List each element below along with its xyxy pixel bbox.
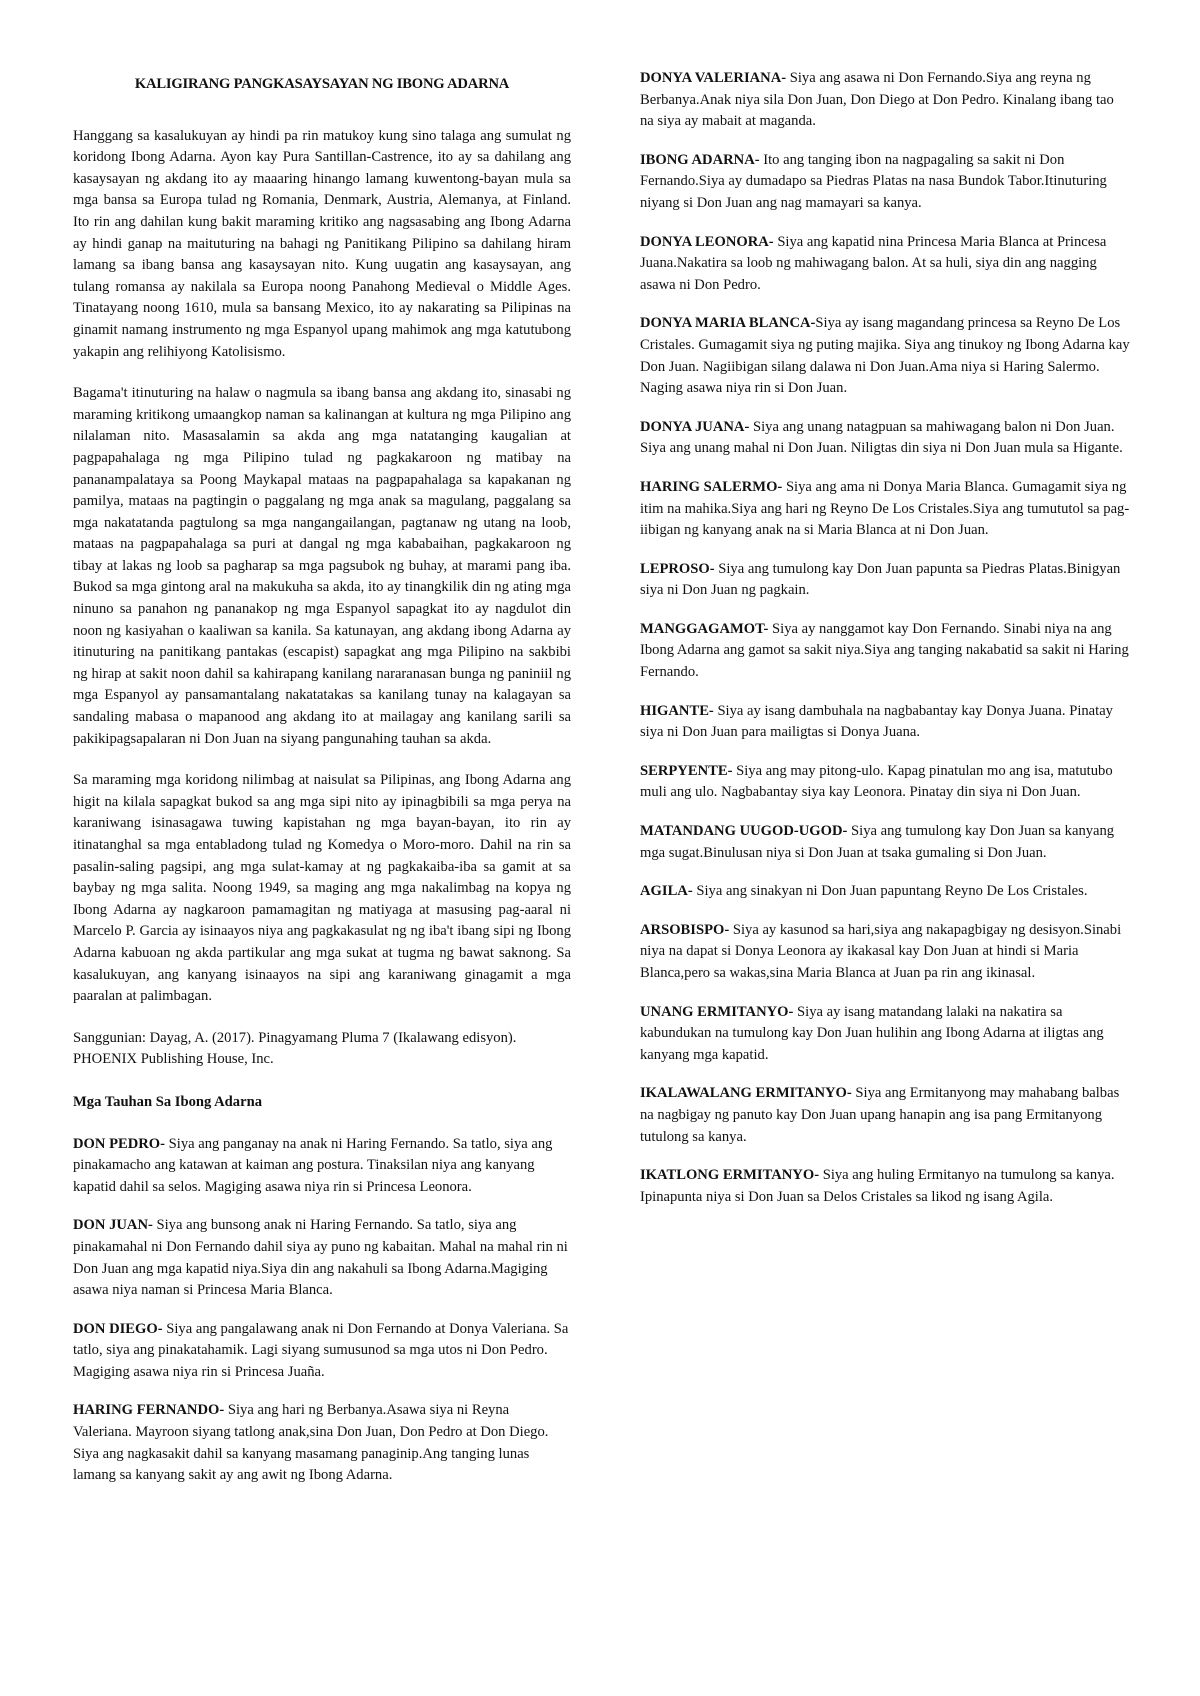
- character-entry: [73, 1134, 571, 1199]
- character-name: IKATLONG ERMITANYO-: [640, 1167, 820, 1184]
- character-entry: [640, 232, 1130, 297]
- character-entry: [73, 1319, 571, 1384]
- character-description: Siya ang panganay na anak ni Haring Fernando. Sa tatlo, siya ang pinakamacho ang katawan at kaiman ang postura. Tinaksilan niya ang kanyang kapatid dahil sa selos. Magiging asawa niya rin si Princesa Leonora.: [73, 1135, 553, 1195]
- character-entry: [640, 1002, 1130, 1067]
- character-entry: [640, 881, 1130, 903]
- character-name: IKALAWALANG ERMITANYO-: [640, 1085, 852, 1102]
- character-description: Siya ang bunsong anak ni Haring Fernando. Sa tatlo, siya ang pinakamahal ni Don Fernando dahil siya ay puno ng kabaitan. Mahal na mahal rin ni Don Juan ang mga kapatid niya.Siya din ang nakahuli sa Ibong Adarna.Magiging asawa niya naman si Princesa Maria Blanca.: [73, 1217, 568, 1299]
- character-description: Siya ang ama ni Donya Maria Blanca. Gumagamit siya ng itim na mahika.Siya ang hari ng Reyno De Los Cristales.Siya ang tumututol sa pag-iibigan ng kanyang anak na si Maria Blanca at ni Don Juan.: [640, 478, 1130, 539]
- character-description: Siya ay isang dambuhala na nagbabantay kay Donya Juana. Pinatay siya ni Don Juan para mailigtas si Donya Juana.: [640, 702, 1113, 741]
- character-entry: [640, 1165, 1130, 1208]
- character-entry: [640, 68, 1130, 133]
- source-citation: Sanggunian: Dayag, A. (2017). Pinagyamang Pluma 7 (Ikalawang edisyon). PHOENIX Publishing House, Inc.: [73, 1029, 517, 1068]
- character-name: DON PEDRO-: [73, 1135, 166, 1152]
- character-name: ARSOBISPO-: [640, 921, 730, 938]
- document-title: KALIGIRANG PANGKASAYSAYAN NG IBONG ADARNA: [134, 76, 510, 92]
- right-column: [640, 68, 1130, 1225]
- character-name: HIGANTE-: [640, 702, 714, 719]
- character-entry: [640, 313, 1130, 399]
- character-entry: [640, 150, 1130, 215]
- character-description: Siya ang kapatid nina Princesa Maria Blanca at Princesa Juana.Nakatira sa loob ng mahiwagang balon. At sa huli, siya din ang nagging asawa ni Don Pedro.: [640, 233, 1107, 293]
- paragraph-intro: Hanggang sa kasalukuyan ay hindi pa rin matukoy kung sino talaga ang sumulat ng koridong Ibong Adarna. Ayon kay Pura Santillan-Castrence, ito ay sa dahilang ang kasaysayan ng akdang ito ay maaaring hinango lamang kuwentong-bayan mula sa mga bansa sa Europa tulad ng Romania, Denmark, Austria, Alemanya, at Finland. Ito rin ang dahilan kung bakit maraming kritiko ang nagsasabing ang Ibong Adarna ay hindi ganap na maituturing na bahagi ng Panitikang Pilipino sa dahilang hiram lamang sa ibang bansa ang kasaysayan nito. Kung uugatin ang kasaysayan, ang tulang romansa ay nakilala sa Europa noong Panahong Medieval o Middle Ages. Tinatayang noong 1610, mula sa bansang Mexico, ito ay nakarating sa Pilipinas na ginamit namang instrumento ng mga Espanyol upang mahimok ang mga katutubong yakapin ang relihiyong Katolisismo.: [73, 127, 571, 360]
- character-name: LEPROSO-: [640, 560, 715, 577]
- character-description: Siya ang unang natagpuan sa mahiwagang balon ni Don Juan. Siya ang unang mahal ni Don Juan. Niligtas din siya ni Don Juan mula sa Higante.: [640, 418, 1123, 457]
- character-description: Siya ang Ermitanyong may mahabang balbas na nagbigay ng panuto kay Don Juan upang hanapin ang isa pang Ermitanyong tutulong sa kanya.: [640, 1085, 1120, 1145]
- character-name: HARING FERNANDO-: [73, 1402, 225, 1419]
- character-name: DONYA MARIA BLANCA-: [640, 315, 816, 332]
- character-description: Siya ang huling Ermitanyo na tumulong sa kanya. Ipinapunta niya si Don Juan sa Delos Cristales sa likod ng isang Agila.: [640, 1167, 1115, 1205]
- character-name: DON JUAN-: [73, 1217, 153, 1234]
- character-entry: [640, 477, 1130, 542]
- character-name: MATANDANG UUGOD-UGOD-: [640, 823, 848, 840]
- paragraph-history: Sa maraming mga koridong nilimbag at naisulat sa Pilipinas, ang Ibong Adarna ang higit na kilala sapagkat bukod sa ang mga sipi nito ay ipinagbibili sa mga perya na karaniwang isinasagawa tuwing kapistahan ng mga bayan-bayan, ito rin ay itinatanghal sa mga entabladong tulad ng Komedya o Moro-moro. Dahil na rin sa pasalin-saling pagsipi, ang mga sulat-kamay at ng pagkakaiba-iba sa gamit at sa baybay ng mga salita. Noong 1949, sa maging ang mga nakalimbag na kopya ng Ibong Adarna ay nagkaroon pamamagitan ng matiyaga at masusing pag-aaral ni Marcelo P. Garcia ay isinaayos niya ang pagkakasulat ng ng iba't ibang sipi ng Ibong Adarna kabuoan ng akda partikular ang mga sukat at tugma ng bawat saknong. Sa kasalukuyan, ang kanyang isinaayos na sipi ang karaniwang ginagamit a mga paaralan at palimbagan.: [73, 772, 571, 1005]
- character-name: HARING SALERMO-: [640, 478, 783, 495]
- character-name: DONYA JUANA-: [640, 418, 750, 435]
- character-description: Siya ay nanggamot kay Don Fernando. Sinabi niya na ang Ibong Adarna ang gamot sa sakit niya.Siya ang tanging nakabatid sa sakit ni Haring Fernando.: [640, 620, 1129, 681]
- character-entry: [640, 701, 1130, 744]
- character-entry: [640, 761, 1130, 804]
- character-entry: [73, 1215, 571, 1301]
- character-name: DON DIEGO-: [73, 1320, 163, 1337]
- character-description: Siya ang asawa ni Don Fernando.Siya ang reyna ng Berbanya.Anak niya sila Don Juan, Don Diego at Don Pedro. Kinalang ibang tao na siya ay mabait at maganda.: [640, 70, 1114, 130]
- character-entry: [73, 1400, 571, 1486]
- character-description: Siya ang tumulong kay Don Juan papunta sa Piedras Platas.Binigyan siya ni Don Juan ng pagkain.: [640, 560, 1121, 599]
- character-description: Siya ang tumulong kay Don Juan sa kanyang mga sugat.Binulusan niya si Don Juan at tsaka gumaling si Don Juan.: [640, 823, 1115, 861]
- character-description: Ito ang tanging ibon na nagpagaling sa sakit ni Don Fernando.Siya ay dumadapo sa Piedras Platas na nasa Bundok Tabor.Itinuturing niyang si Don Juan ang nag mamayari sa kanya.: [640, 151, 1107, 211]
- character-description: Siya ay isang matandang lalaki na nakatira sa kabundukan na tumulong kay Don Juan hulihin ang Ibong Adarna at iligtas ang kanyang mga kapatid.: [640, 1003, 1104, 1063]
- character-entry: [640, 619, 1130, 684]
- character-name: MANGGAGAMOT-: [640, 620, 769, 637]
- character-description: Siya ang pangalawang anak ni Don Fernando at Donya Valeriana. Sa tatlo, siya ang pinakatahamik. Lagi siyang sumusunod sa mga utos ni Don Pedro. Magiging asawa niya rin si Princesa Juaña.: [73, 1320, 569, 1380]
- characters-heading: Mga Tauhan Sa Ibong Adarna: [73, 1093, 262, 1110]
- character-entry: [640, 821, 1130, 864]
- character-description: Siya ay kasunod sa hari,siya ang nakapagbigay ng desisyon.Sinabi niya na dapat si Donya Leonora ay ikakasal kay Don Juan at hindi si Maria Blanca,pero sa wakas,sina Maria Blanca at Juan pa rin ang ikinasal.: [640, 921, 1122, 981]
- character-entry: [640, 1083, 1130, 1148]
- character-name: SERPYENTE-: [640, 762, 733, 779]
- character-entry: [640, 920, 1130, 985]
- character-description: Siya ang hari ng Berbanya.Asawa siya ni Reyna Valeriana. Mayroon siyang tatlong anak,sina Don Juan, Don Pedro at Don Diego. Siya ang nagkasakit dahil sa kanyang masamang panaginip.Ang tanging lunas lamang sa kanyang sakit ay ang awit ng Ibong Adarna.: [73, 1402, 549, 1484]
- character-entry: [640, 559, 1130, 602]
- left-column: [73, 68, 571, 1504]
- character-description: Siya ang sinakyan ni Don Juan papuntang Reyno De Los Cristales.: [692, 883, 1088, 900]
- character-name: IBONG ADARNA-: [640, 151, 760, 168]
- character-name: DONYA VALERIANA-: [640, 70, 787, 86]
- character-name: UNANG ERMITANYO-: [640, 1003, 794, 1020]
- character-name: DONYA LEONORA-: [640, 233, 774, 250]
- paragraph-culture: Bagama't itinuturing na halaw o nagmula sa ibang bansa ang akdang ito, sinasabi ng maraming kritikong umaangkop naman sa kalinangan at kultura ng mga Pilipino ang nilalaman nito. Masasalamin sa akda ang mga natatanging kaugalian at pagpapahalaga ng mga Pilipino tulad ng pagkakaroon ng matibay na pananampalataya sa Poong Maykapal mataas na pagpapahalaga sa kapakanan ng pamilya, mataas na pagtingin o paggalang ng mga anak sa magulang, paggalang sa mga nakatatanda pagtulong sa mga nangangailangan, pagtanaw ng utang na loob, mataas na pagpapahalaga sa puri at dangal ng mga kababaihan, pagkakaroon ng tibay at lakas ng loob sa pagharap sa mga pagsubok ng buhay, at marami pang iba. Bukod sa mga gintong aral na makukuha sa akda, ito ay tinangkilik din ng ating mga ninuno sa panahon ng pananakop ng mga Espanyol sapagkat ito ay nagdulot din noon ng kasiyahan o kaaliwan sa kanila. Sa katunayan, ang akdang ibong Adarna ay itinuturing na panitikang pantakas (escapist) sapagkat ang mga Pilipino na sakbibi ng hirap at sakit noon dahil sa kahirapang kanilang nararanasan bunga ng paniniil ng mga Espanyol ay pansamantalang nakatatakas sa kanilang tunay na kalagayan sa sandaling mabasa o mapanood ang akdang ito at mailagay ang kanilang sarili sa pakikipagsapalaran ni Don Juan na siyang pangunahing tauhan sa akda.: [73, 385, 571, 747]
- character-entry: [640, 417, 1130, 460]
- character-description: Siya ay isang magandang princesa sa Reyno De Los Cristales. Gumagamit siya ng puting majika. Siya ang tinukoy ng Ibong Adarna kay Don Juan. Nagiibigan silang dalawa ni Don Juan.Ama niya si Haring Salermo. Naging asawa niya rin si Don Juan.: [640, 315, 1130, 397]
- character-description: Siya ang may pitong-ulo. Kapag pinatulan mo ang isa, matutubo muli ang ulo. Nagbabantay siya kay Leonora. Pinatay din siya ni Don Juan.: [640, 762, 1113, 801]
- character-name: AGILA-: [640, 883, 693, 900]
